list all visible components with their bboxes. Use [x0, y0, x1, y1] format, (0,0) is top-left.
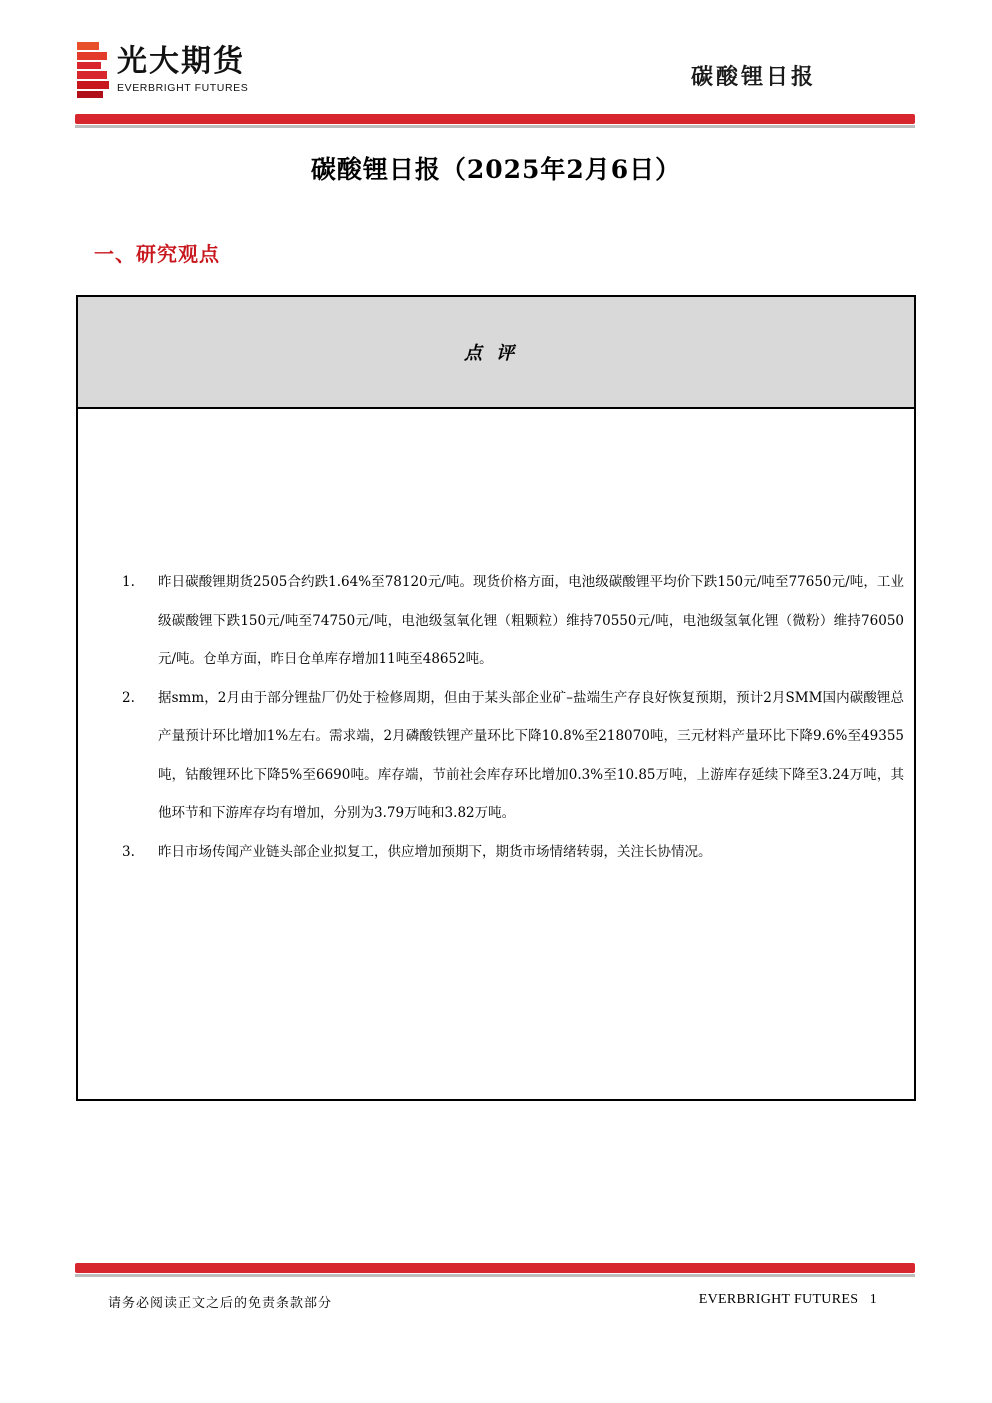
- commentary-header: [78, 297, 914, 409]
- header-doc-type: 碳酸锂日报: [690, 65, 816, 90]
- commentary-body: [78, 411, 914, 1099]
- list-item: [122, 833, 904, 872]
- list-item: [122, 679, 904, 833]
- header-divider: [75, 114, 915, 128]
- commentary-list: [122, 563, 904, 871]
- list-item: [122, 563, 904, 679]
- list-item-number: 2.: [122, 689, 135, 706]
- company-logo: [77, 42, 248, 98]
- footer-divider: [75, 1263, 915, 1277]
- list-item-number: 3.: [122, 843, 135, 860]
- footer-disclaimer: 请务必阅读正文之后的免责条款部分: [108, 1296, 333, 1311]
- report-title: 碳酸锂日报（2025年2月6日）: [310, 155, 682, 184]
- everbright-logo-icon: [77, 42, 111, 98]
- logo-english-name: EVERBRIGHT FUTURES: [117, 82, 249, 94]
- list-item-text: 昨日碳酸锂期货2505合约跌1.64%至78120元/吨。现货价格方面，电池级碳酸锂平均价下跌150元/吨至77650元/吨，工业级碳酸锂下跌150元/吨至74750元/吨，电池级氢氧化锂（粗颗粒）维持70550元/吨，电池级氢氧化锂（微粉）维持76050元/吨。仓单方面，昨日仓单库存增加11吨至48652吨。: [158, 574, 904, 667]
- commentary-header-label: 点评: [464, 343, 528, 364]
- logo-chinese-name: 光大期货: [117, 44, 245, 79]
- list-item-text: 据smm，2月由于部分锂盐厂仍处于检修周期，但由于某头部企业矿–盐端生产存良好恢复预期，预计2月SMM国内碳酸锂总产量预计环比增加1%左右。需求端，2月磷酸铁锂产量环比下降10.8%至218070吨，三元材料产量环比下降9.6%至49355吨，钴酸锂环比下降5%至6690吨。库存端，节前社会库存环比增加0.3%至10.85万吨，上游库存延续下降至3.24万吨，其他环节和下游库存均有增加，分别为3.79万吨和3.82万吨。: [158, 689, 904, 821]
- section-heading: 一、研究观点: [94, 242, 220, 266]
- footer-brand: EVERBRIGHT FUTURES: [698, 1292, 859, 1307]
- commentary-box: [76, 295, 916, 1101]
- list-item-text: 昨日市场传闻产业链头部企业拟复工，供应增加预期下，期货市场情绪转弱，关注长协情况。: [158, 843, 712, 860]
- page-number: 1: [869, 1292, 877, 1307]
- list-item-number: 1.: [122, 574, 135, 590]
- footer-brand-page: [699, 1292, 877, 1308]
